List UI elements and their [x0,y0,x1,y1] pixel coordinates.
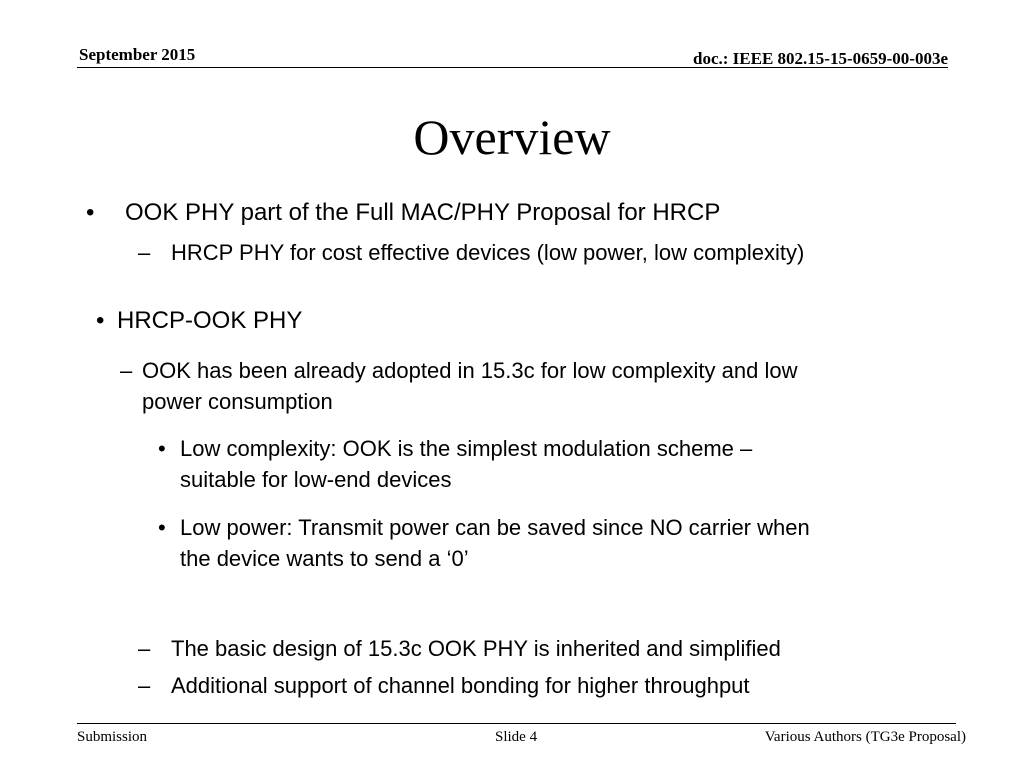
dash-marker: – [138,673,151,698]
bullet-item-ook-phy-proposal: OOK PHY part of the Full MAC/PHY Proposal for HRCP [125,199,721,226]
footer-authors: Various Authors (TG3e Proposal) [764,729,966,745]
subsub-item-low-power-line1: Low power: Transmit power can be saved since NO carrier when [180,515,810,540]
header-date: September 2015 [79,45,196,64]
subsub-item-low-power-line2: the device wants to send a ‘0’ [180,546,469,571]
footer-submission: Submission [77,729,148,745]
header-doc-id: doc.: IEEE 802.15-15-0659-00-003e [693,49,948,68]
sub-item-ook-adopted-line1: OOK has been already adopted in 15.3c for low complexity and low [142,358,798,383]
footer-divider [77,723,956,724]
bullet-marker: • [86,199,95,226]
bullet-marker: • [158,515,166,540]
dash-marker: – [120,358,133,383]
bullet-marker: • [96,307,105,334]
subsub-item-low-complexity-line2: suitable for low-end devices [180,467,452,492]
bullet-marker: • [158,436,166,461]
subsub-item-low-complexity-line1: Low complexity: OOK is the simplest modulation scheme – [180,436,753,461]
sub-item-basic-design: The basic design of 15.3c OOK PHY is inherited and simplified [171,636,781,661]
footer-slide-number: Slide 4 [495,729,538,745]
dash-marker: – [138,240,151,265]
sub-item-hrcp-phy-cost: HRCP PHY for cost effective devices (low power, low complexity) [171,240,805,265]
sub-item-ook-adopted-line2: power consumption [142,389,333,414]
bullet-item-hrcp-ook-phy: HRCP-OOK PHY [117,307,303,334]
header-divider [77,67,948,68]
slide-title: Overview [413,109,611,165]
dash-marker: – [138,636,151,661]
sub-item-channel-bonding: Additional support of channel bonding for higher throughput [171,673,750,698]
